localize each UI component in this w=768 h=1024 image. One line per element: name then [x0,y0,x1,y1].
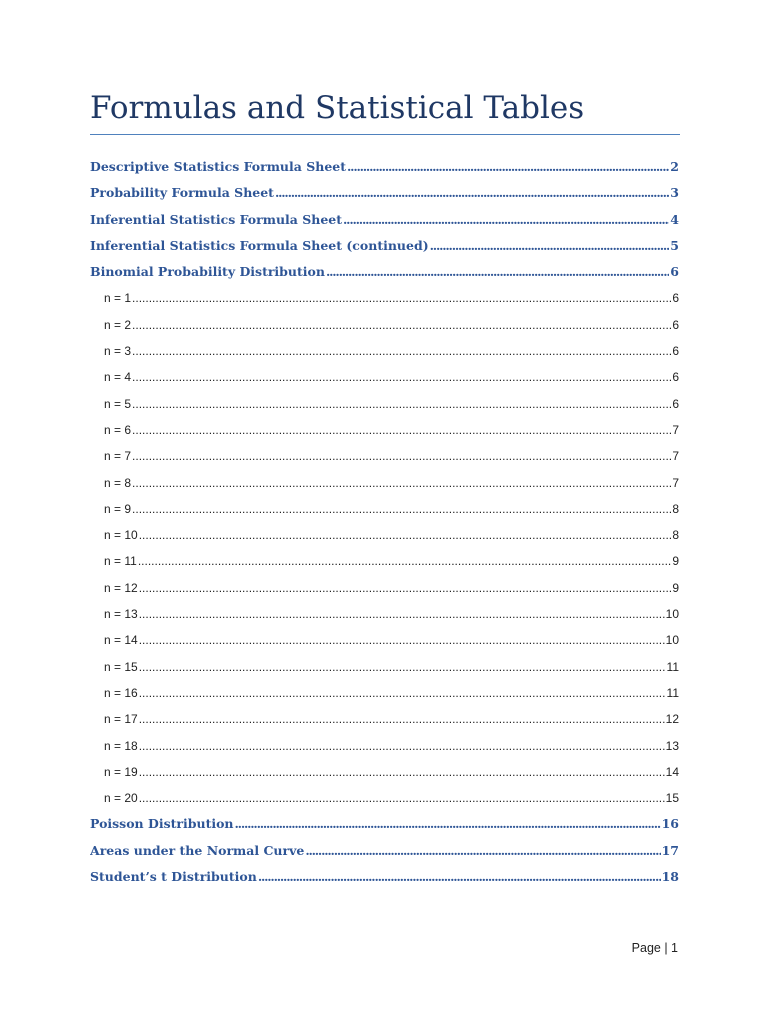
toc-page-number: 10 [665,607,679,622]
toc-page-number: 3 [670,185,679,201]
toc-entry-label: n = 2 [104,317,132,332]
toc-dot-leader [305,838,660,864]
toc-entry-label: n = 12 [104,580,138,595]
toc-page-number: 12 [665,712,679,727]
toc-page-number: 16 [661,816,679,832]
toc-subentry[interactable] [90,522,679,548]
toc-dot-leader [139,785,665,811]
toc-entry-label: n = 10 [104,528,138,543]
toc-dot-leader [138,548,672,574]
toc-subentry[interactable] [90,680,679,706]
toc-entry[interactable] [90,154,679,180]
toc-subentry[interactable] [90,285,679,311]
toc-subentry[interactable] [90,601,679,627]
toc-entry-label: n = 11 [104,554,137,569]
toc-page-number: 7 [672,422,679,437]
toc-dot-leader [139,627,665,653]
toc-page-number: 7 [672,475,679,490]
toc-subentry[interactable] [90,391,679,417]
toc-entry-label: n = 13 [104,607,138,622]
toc-dot-leader [275,180,669,206]
toc-entry-label: Student’s t Distribution [90,869,257,885]
toc-subentry[interactable] [90,364,679,390]
toc-page-number: 10 [665,633,679,648]
toc-dot-leader [139,575,672,601]
toc-dot-leader [139,522,672,548]
toc-entry[interactable] [90,259,679,285]
toc-entry-label: Inferential Statistics Formula Sheet [90,211,343,227]
toc-entry-label: n = 3 [104,344,132,359]
toc-subentry[interactable] [90,627,679,653]
toc-entry-label: Probability Formula Sheet [90,185,274,201]
toc-subentry[interactable] [90,496,679,522]
toc-entry[interactable] [90,838,679,864]
toc-dot-leader [430,233,670,259]
toc-subentry[interactable] [90,338,679,364]
toc-entry-label: n = 8 [104,475,132,490]
toc-page-number: 17 [661,842,679,858]
toc-page-number: 6 [672,344,679,359]
toc-entry-label: n = 18 [104,738,138,753]
toc-dot-leader [132,443,671,469]
toc-page-number: 9 [672,580,679,595]
toc-dot-leader [139,733,665,759]
toc-entry-label: n = 16 [104,685,138,700]
toc-dot-leader [132,417,671,443]
toc-page-number: 2 [670,159,679,174]
toc-entry-label: Binomial Probability Distribution [90,264,325,280]
toc-subentry[interactable] [90,785,679,811]
toc-entry-label: n = 20 [104,791,138,806]
toc-entry[interactable] [90,180,679,206]
toc-entry-label: n = 1 [104,291,132,306]
toc-page-number: 15 [665,791,679,806]
toc-dot-leader [132,391,671,417]
toc-entry[interactable] [90,811,679,837]
toc-page-number: 11 [666,659,679,674]
toc-subentry[interactable] [90,575,679,601]
toc-dot-leader [139,654,666,680]
toc-page-number: 6 [672,317,679,332]
toc-dot-leader [139,601,665,627]
toc-page-number: 13 [665,738,679,753]
toc-subentry[interactable] [90,706,679,732]
page-number-footer: Page | 1 [631,941,678,955]
toc-subentry[interactable] [90,312,679,338]
toc-dot-leader [132,496,671,522]
toc-page-number: 7 [672,449,679,464]
toc-dot-leader [132,312,671,338]
toc-entry-label: Inferential Statistics Formula Sheet (continued) [90,237,429,253]
toc-subentry[interactable] [90,548,679,574]
toc-dot-leader [132,285,671,311]
toc-entry-label: n = 5 [104,396,132,411]
toc-dot-leader [139,680,666,706]
toc-entry[interactable] [90,207,679,233]
toc-entry[interactable] [90,233,679,259]
toc-dot-leader [235,811,661,837]
toc-entry[interactable] [90,864,679,890]
toc-entry-label: n = 17 [104,712,138,727]
toc-page-number: 18 [661,869,679,885]
toc-entry-label: n = 19 [104,764,138,779]
toc-page-number: 14 [665,764,679,779]
toc-dot-leader [347,154,669,180]
toc-entry-label: n = 4 [104,370,132,385]
toc-entry-label: n = 15 [104,659,138,674]
toc-dot-leader [326,259,669,285]
toc-subentry[interactable] [90,443,679,469]
toc-entry-label: n = 6 [104,422,132,437]
toc-page-number: 8 [672,528,679,543]
table-of-contents [90,154,679,890]
toc-page-number: 6 [672,370,679,385]
toc-dot-leader [139,706,665,732]
toc-entry-label: n = 9 [104,501,132,516]
toc-entry-label: n = 14 [104,633,138,648]
toc-page-number: 5 [670,237,679,253]
toc-subentry[interactable] [90,733,679,759]
toc-subentry[interactable] [90,759,679,785]
page-title: Formulas and Statistical Tables [90,90,680,135]
toc-subentry[interactable] [90,654,679,680]
toc-entry-label: Descriptive Statistics Formula Sheet [90,159,347,174]
toc-page-number: 9 [672,554,679,569]
toc-page-number: 11 [666,685,679,700]
toc-entry-label: n = 7 [104,449,132,464]
toc-dot-leader [132,364,671,390]
toc-page-number: 6 [672,396,679,411]
toc-dot-leader [258,864,661,890]
toc-page-number: 6 [670,264,679,280]
toc-dot-leader [132,338,671,364]
toc-subentry[interactable] [90,417,679,443]
toc-subentry[interactable] [90,470,679,496]
toc-entry-label: Areas under the Normal Curve [90,842,305,858]
toc-dot-leader [343,207,669,233]
toc-entry-label: Poisson Distribution [90,816,234,832]
toc-dot-leader [139,759,665,785]
toc-page-number: 4 [670,211,679,227]
toc-page-number: 6 [672,291,679,306]
toc-page-number: 8 [672,501,679,516]
toc-dot-leader [132,470,671,496]
